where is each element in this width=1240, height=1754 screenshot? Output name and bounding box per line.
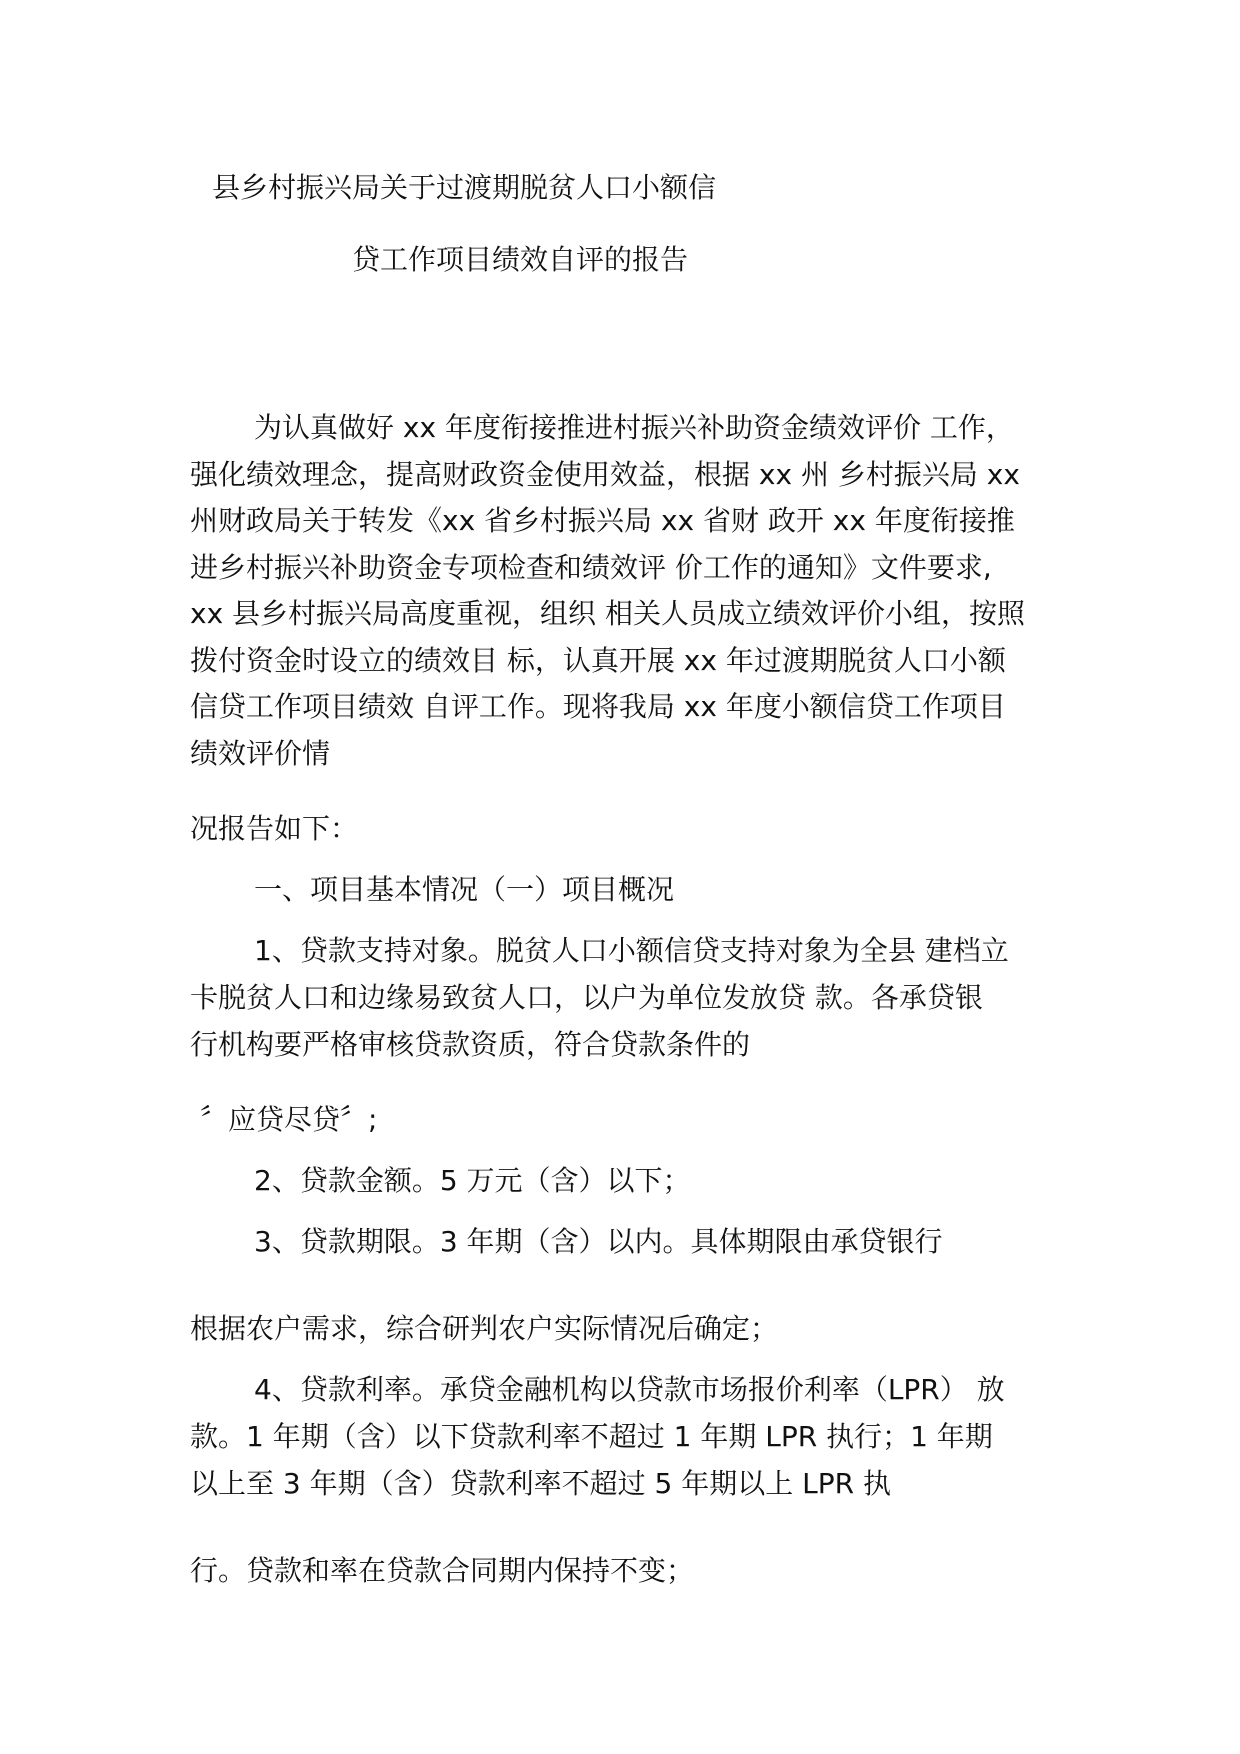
title-line-2: 贷工作项目绩效自评的报告 (352, 243, 689, 276)
paragraph-line: xx 县乡村振兴局高度重视，组织 相关人员成立绩效评价小组，按照 (190, 597, 1025, 630)
item-line: 以上至 3 年期（含）贷款利率不超过 5 年期以上 LPR 执 (190, 1467, 891, 1500)
paragraph-line: 进乡村振兴补助资金专项检查和绩效评 价工作的通知》文件要求, (190, 550, 992, 584)
item-line: 4、贷款利率。承贷金融机构以贷款市场报价利率（LPR） 放 (254, 1373, 1005, 1406)
item-3: 3、贷款期限。3 年期（含）以内。具体期限由承贷银行 (254, 1225, 943, 1258)
paragraph-line: 信贷工作项目绩效 自评工作。现将我局 xx 年度小额信贷工作项目 (190, 690, 1006, 723)
item-1-tail: 〞应贷尽贷〞; (200, 1103, 378, 1136)
title-line-1: 县乡村振兴局关于过渡期脱贫人口小额信 (212, 171, 717, 204)
paragraph-intro (190, 405, 1070, 777)
item-line: 卡脱贫人口和边缘易致贫人口，以户为单位发放贷 款。各承贷银 (190, 981, 983, 1014)
item-3-tail: 根据农户需求，综合研判农户实际情况后确定； (190, 1312, 779, 1345)
paragraph-line: 拨付资金时设立的绩效目 标，认真开展 xx 年过渡期脱贫人口小额 (190, 643, 1006, 677)
paragraph-line: 为认真做好 xx 年度衔接推进村振兴补助资金绩效评价 工作， (254, 411, 1014, 444)
paragraph-line: 州财政局关于转发《xx 省乡村振兴局 xx 省财 政开 xx 年度衔接推 (190, 504, 1015, 537)
item-4 (190, 1366, 1070, 1507)
item-4-tail: 行。贷款和率在贷款合同期内保持不变； (190, 1554, 695, 1587)
item-line: 1、贷款支持对象。脱贫人口小额信贷支持对象为全县 建档立 (254, 934, 1009, 967)
item-2: 2、贷款金额。5 万元（含）以下； (254, 1164, 691, 1197)
paragraph-line: 绩效评价情 (190, 736, 331, 770)
item-line: 行机构要严格审核贷款资质，符合贷款条件的 (190, 1028, 751, 1061)
paragraph-intro-tail: 况报告如下： (190, 812, 359, 845)
document-body (190, 405, 1070, 1594)
item-1 (190, 927, 1070, 1068)
item-line: 款。1 年期（含）以下贷款利率不超过 1 年期 LPR 执行；1 年期 (190, 1420, 993, 1453)
paragraph-line: 强化绩效理念，提高财政资金使用效益，根据 xx 州 乡村振兴局 xx (190, 457, 1020, 491)
section-heading-1: 一、项目基本情况（一）项目概况 (254, 873, 675, 906)
